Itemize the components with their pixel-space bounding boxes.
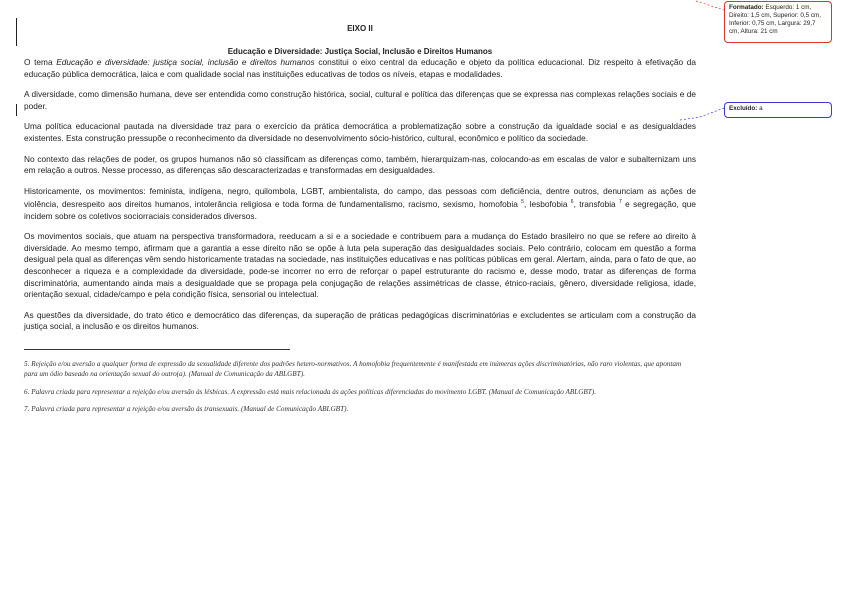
paragraph-text: , transfobia bbox=[573, 199, 620, 210]
comment-label: Excluído: bbox=[729, 105, 758, 112]
paragraph-text: e segregação, que incidem sobre os coletivos sociorraciais considerados diversos. bbox=[24, 199, 696, 221]
paragraph-text: constitui o eixo central da educação e objeto da política educacional. Diz respeito à efetivação da educação pública democrática, laica e com qualidade social nas instituições educativas de todos os níveis, etapas e modalidades. bbox=[24, 57, 696, 79]
comment-text: Esquerdo: 1 cm, Direito: 1,5 cm, Superior: 0,5 cm, Inferior: 0,75 cm, Largura: 29,7 cm, Altura: 21 cm bbox=[729, 4, 822, 35]
document-heading: EIXO II bbox=[347, 24, 373, 33]
footnote-5: 5. Rejeição e/ou aversão a qualquer forma de expressão da sexualidade diferente dos padrões hetero-normativos. A homofobia frequentemente é manifestada em inúmeras ações discriminatórias, não raro violentas, que apontam para um ódio baseado na orientação sexual do outro(a). (Manual de Comunicação da ABLGBT). bbox=[24, 360, 682, 378]
footnote-ref-6[interactable]: 6 bbox=[570, 199, 574, 206]
format-change-comment[interactable] bbox=[724, 1, 832, 43]
paragraph-2: A diversidade, como dimensão humana, deve ser entendida como construção histórica, social, cultural e política das diferenças que se expressa nas complexas relações sociais e de poder. bbox=[24, 89, 696, 111]
document-subheading: Educação e Diversidade: Justiça Social, Inclusão e Direitos Humanos bbox=[227, 47, 493, 56]
footnote-ref-7[interactable]: 7 bbox=[619, 199, 622, 206]
deletion-comment[interactable] bbox=[724, 102, 832, 118]
paragraph-text: Historicamente, os movimentos: feminista, indígena, negro, quilombola, LGBT, ambientalista, do campo, das pessoas com deficiência, dentre outros, denunciam as ações de violência, desrespeito aos direitos humanos, intolerância religiosa e toda forma de fundamentalismo, racismo, sexismo, homofobia bbox=[24, 185, 696, 210]
footnote-7: 7. Palavra criada para representar a rejeição e/ou aversão às transexuais. (Manual de Comunicação ABLGBT). bbox=[24, 405, 349, 414]
paragraph-3: Uma política educacional pautada na diversidade traz para o exercício da prática democrática a problematização sobre a construção da igualdade social e as desigualdades existentes. Esta construção pressupõe o reconhecimento da diversidade no desenvolvimento sócio-histórico, cultural, econômico e político da sociedade. bbox=[24, 121, 696, 143]
change-bar bbox=[16, 104, 17, 116]
paragraph-text: , lesbofobia bbox=[523, 199, 571, 210]
footnote-6: 6. Palavra criada para representar a rejeição e/ou aversão às lésbicas. A expressão está mais relacionada às ações políticas diferenciadas do movimento LGBT. (Manual de Comunicação ABLGBT). bbox=[24, 387, 596, 396]
paragraph-7: As questões da diversidade, do trato ético e democrático das diferenças, da superação de práticas pedagógicas discriminatórias e excludentes se articulam com a construção da justiça social, a inclusão e os direitos humanos. bbox=[24, 309, 696, 332]
paragraph-6: Os movimentos sociais, que atuam na perspectiva transformadora, reeducam a si e a sociedade e contribuem para a mudança do Estado brasileiro no que se refere ao direito à diversidade. Ao mesmo tempo, afirmam que a garantia a esse direito não se opõe à luta pela superação das desigualdades sociais. Pelo contrário, colocam em questão a forma desigual pela qual as diferenças vêm sendo historicamente tratadas na sociedade, nas instituições educativas e nas políticas públicas em geral. Alertam, ainda, para o fato de que, ao desconhecer a riqueza e a complexidade da diversidade, pode-se incorrer no erro de reforçar o papel estruturante do racismo e, desse modo, tratar as diferenças de forma discriminatória, aumentando ainda mais a desigualdade que se propaga pela conjugação de relações assimétricas de classe, étnico-raciais, gênero, diversidade religiosa, idade, orientação sexual, cidade/campo e pela condição física, sensorial ou intelectual. bbox=[24, 231, 696, 300]
format-comment-connector bbox=[696, 1, 724, 10]
paragraph-4: No contexto das relações de poder, os grupos humanos não só classificam as diferenças como, também, hierarquizam-nas, colocando-as em escalas de valor e subalternizam uns em relação a outros. Nesse processo, as diferenças são descaracterizadas e transformadas em desigualdades. bbox=[24, 153, 696, 176]
paragraph-text: O tema bbox=[24, 57, 57, 67]
paragraph-1 bbox=[24, 57, 696, 80]
footnote-separator bbox=[24, 349, 290, 350]
comment-text: a bbox=[757, 105, 763, 112]
change-bar bbox=[16, 18, 17, 46]
document-body bbox=[24, 24, 696, 415]
paragraph-5 bbox=[24, 186, 696, 223]
footnote-ref-5[interactable]: 5 bbox=[521, 199, 524, 206]
comment-label: Formatado: bbox=[729, 4, 764, 11]
paragraph-italic-text: Educação e diversidade: justiça social, inclusão e direitos humanos bbox=[56, 57, 315, 67]
